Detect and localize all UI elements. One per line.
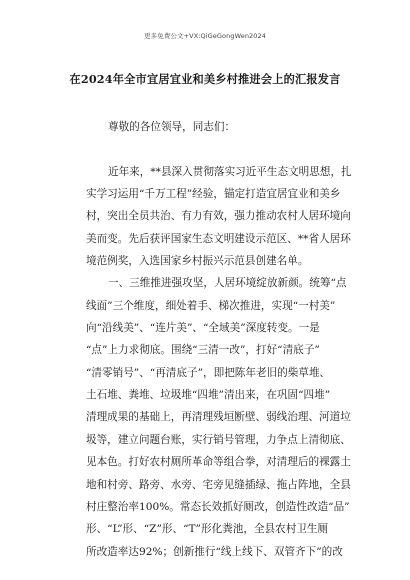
- header-note: 更多免费公文+VX:QiGeGongWen2024: [144, 32, 266, 40]
- body-line: 见本色。打好农村厕所革命等组合拳，对清理后的裸露土: [86, 456, 351, 469]
- body-line: 实学习运用“千万工程”经验，锚定打造宜居宜业和美乡: [86, 188, 341, 201]
- blank-line: [86, 138, 360, 160]
- body-line: 线面”三个维度，细处着手、梯次推进，实现“一村美”: [86, 299, 336, 312]
- body-line: 村，突出全员共治、有力有效，强力推动农村人居环境向: [86, 210, 351, 223]
- body-line: 形、“L”形、“Z”形、“T”形化粪池，全县农村卫生厕: [86, 523, 329, 536]
- body-line: “清零销号”、“再清底子”，即把陈年老旧的柴草堆、: [86, 366, 331, 379]
- salutation: 尊敬的各位领导，同志们：: [108, 121, 236, 133]
- body-line: 近年来，**县深入贯彻落实习近平生态文明思想，扎: [108, 165, 352, 178]
- document-body: [86, 116, 360, 563]
- document-title: 在2024年全市宜居宜业和美乡村推进会上的汇报发言: [69, 72, 341, 86]
- body-line: 一、三维推进强攻坚，人居环境绽放新颜。统筹“点: [108, 277, 347, 290]
- body-line: 村庄整治率100%。常态长效抓好厕改，创造性改造“品”: [86, 500, 350, 513]
- body-line: 地和村旁、路旁、水旁、宅旁见缝插绿、拖占阵地，全县: [86, 478, 351, 491]
- body-line: 美而变。先后获评国家生态文明建设示范区、**省人居环: [86, 232, 351, 245]
- body-line: 境范例奖，入选国家乡村振兴示范县创建名单。: [86, 255, 309, 268]
- paragraph-lines: [86, 161, 360, 563]
- body-line: 向“沿线美”、“连片美”、“全域美”深度转变。一是: [86, 322, 320, 335]
- body-line: 清理成果的基础上，再清理残垣断壁、弱线治理、河道垃: [86, 411, 351, 424]
- body-line: 土石堆、粪堆、垃圾堆“四堆”清出来，在巩固“四堆”: [86, 389, 331, 402]
- body-line: 圾等，建立问题台账，实行销号管理，力争点上清彻底、: [86, 433, 351, 446]
- body-line: “点”上力求彻底。围绕“三清一改”，打好“清底子”: [86, 344, 320, 357]
- body-line: 所改造率达92%；创新推行“线上线下、双管齐下”的改: [86, 545, 343, 558]
